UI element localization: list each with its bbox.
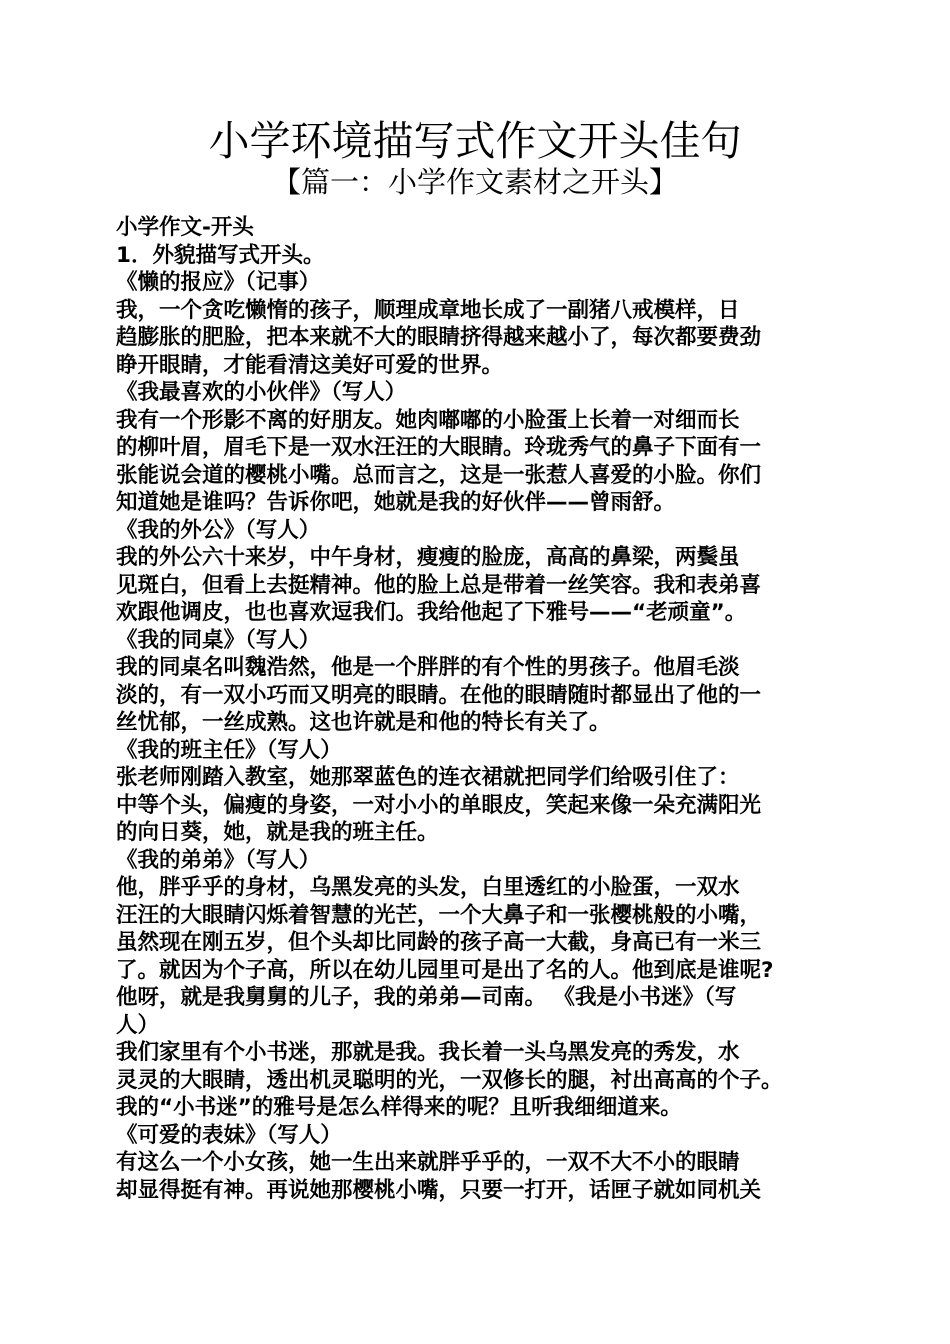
text-line: 趋膨胀的肥脸，把本来就不大的眼睛挤得越来越小了，每次都要费劲 [116,325,762,350]
text-line: 有这么一个小女孩，她一生出来就胖乎乎的，一双不大不小的眼睛 [116,1150,740,1175]
text-line: 的柳叶眉，眉毛下是一双水汪汪的大眼睛。玲珑秀气的鼻子下面有一 [116,435,762,460]
text-line: 小学作文-开头 [116,215,254,240]
text-line: 1．外貌描写式开头。 [116,242,325,268]
text-line: 《懒的报应》（记事） [116,270,321,295]
text-line: 灵灵的大眼睛，透出机灵聪明的光，一双修长的腿，衬出高高的个子。 [116,1067,783,1093]
text-line: 《可爱的表妹》（写人） [116,1122,342,1148]
text-line: 《我的外公》（写人） [116,517,321,543]
text-line: 我的同桌名叫魏浩然，他是一个胖胖的有个性的男孩子。他眉毛淡 [116,655,740,680]
document-body [116,214,851,1204]
text-line: 人） [116,1012,160,1038]
text-line: 张老师刚踏入教室，她那翠蓝色的连衣裙就把同学们给吸引住了： [116,765,740,790]
text-line: 中等个头，偏瘦的身姿，一对小小的单眼皮，笑起来像一朵充满阳光 [116,792,762,818]
text-line: 《我的同桌》（写人） [116,627,321,653]
text-line: 《我的班主任》（写人） [116,737,342,763]
text-line: 我的外公六十来岁，中午身材，瘦瘦的脸庞，高高的鼻梁，两鬓虽 [116,545,740,570]
text-line: 淡的，有一双小巧而又明亮的眼睛。在他的眼睛随时都显出了他的一 [116,682,762,708]
text-line: 虽然现在刚五岁，但个头却比同龄的孩子高一大截，身高已有一米三 [116,930,762,955]
text-line: 欢跟他调皮，也也喜欢逗我们。我给他起了下雅号——“老顽童”。 [116,600,747,625]
document-subtitle: 【篇一：小学作文素材之开头】 [271,165,678,199]
text-line: 张能说会道的樱桃小嘴。总而言之，这是一张惹人喜爱的小脸。你们 [116,462,762,488]
text-line: 丝忧郁，一丝成熟。这也许就是和他的特长有关了。 [116,710,611,735]
text-line: 知道她是谁吗？告诉你吧，她就是我的好伙伴——曾雨舒。 [116,490,676,515]
text-line: 睁开眼睛，才能看清这美好可爱的世界。 [116,352,504,378]
text-line: 《我的弟弟》（写人） [116,847,321,873]
text-line: 我，一个贪吃懒惰的孩子，顺理成章地长成了一副猪八戒模样，日 [116,297,740,323]
text-line: 《我最喜欢的小伙伴》（写人） [116,380,407,405]
text-line: 我的“小书迷”的雅号是怎么样得来的呢？且听我细细道来。 [116,1095,682,1120]
text-line: 的向日葵，她，就是我的班主任。 [116,820,439,845]
text-line: 我有一个形影不离的好朋友。她肉嘟嘟的小脸蛋上长着一对细而长 [116,407,740,433]
text-line: 了。就因为个子高，所以在幼儿园里可是出了名的人。他到底是谁呢? [116,957,774,983]
document-title: 小学环境描写式作文开头佳句 [208,117,742,165]
text-line: 却显得挺有神。再说她那樱桃小嘴，只要一打开，话匣子就如同机关 [116,1177,762,1203]
text-line: 他，胖乎乎的身材，乌黑发亮的头发，白里透红的小脸蛋，一双水 [116,875,740,900]
text-line: 汪汪的大眼睛闪烁着智慧的光芒，一个大鼻子和一张樱桃般的小嘴， [116,902,762,928]
text-line: 他呀，就是我舅舅的儿子，我的弟弟—司南。 《我是小书迷》（写 [116,985,737,1010]
text-line: 我们家里有个小书迷，那就是我。我长着一头乌黑发亮的秀发，水 [116,1040,740,1065]
text-line: 见斑白，但看上去挺精神。他的脸上总是带着一丝笑容。我和表弟喜 [116,572,762,598]
